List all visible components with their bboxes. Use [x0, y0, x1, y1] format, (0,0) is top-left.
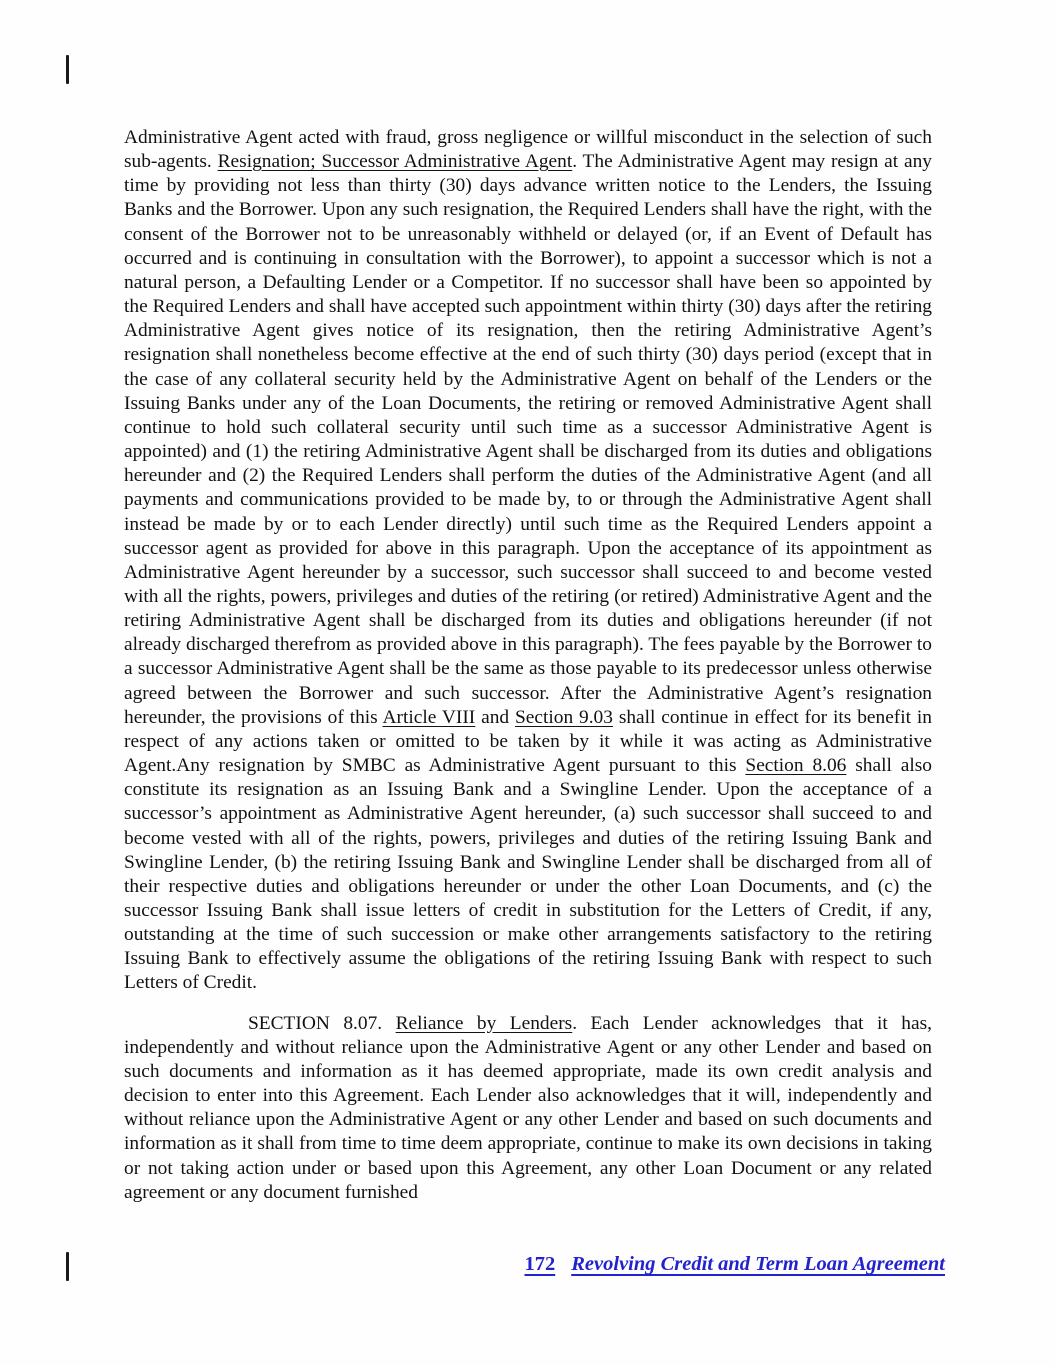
underlined-text-run: Resignation; Successor Administrative Agent [217, 151, 573, 173]
change-bar-bottom-icon [66, 1252, 69, 1281]
paragraph-section-8-07-reliance-by-lenders [124, 1012, 932, 1205]
footer-page-number: 172 [524, 1253, 556, 1275]
underlined-text-run: Article VIII [382, 706, 476, 728]
underlined-text-run: Reliance by Lenders [395, 1012, 573, 1034]
document-body [124, 126, 932, 1205]
text-run: shall also constitute its resignation as an Issuing Bank and a Swingline Lender. Upon the acceptance of a successor’s appointment as Administrative Agent hereunder, (a) such successor shall succeed to and become vested with all of the rights, powers, privileges and duties of the retiring Issuing Bank and Swingline Lender, (b) the retiring Issuing Bank and Swingline Lender shall be discharged from all of their respective duties and obligations hereunder or under the other Loan Documents, and (c) the successor Issuing Bank shall issue letters of credit in substitution for the Letters of Credit, if any, outstanding at the time of such succession or make other arrangements satisfactory to the retiring Issuing Bank to effectively assume the obligations of the retiring Issuing Bank with respect to such Letters of Credit. [124, 755, 932, 994]
footer-doc-title: Revolving Credit and Term Loan Agreement [571, 1253, 945, 1275]
text-run: Administrative Agent acted with fraud, gross negligence or willful misconduct in the selection of such sub-agents. [124, 127, 932, 173]
text-run: shall continue in effect for its benefit in respect of any actions taken or omitted to be taken by it while it was acting as Administrative Agent.Any resignation by SMBC as Administrative Agent pursuant to this [124, 706, 932, 777]
text-run: and [475, 706, 515, 728]
text-run: SECTION 8.07. [248, 1012, 396, 1034]
underlined-text-run: Section 9.03 [514, 706, 613, 728]
underlined-text-run: Section 8.06 [745, 755, 847, 777]
text-run: . Each Lender acknowledges that it has, independently and without reliance upon the Administrative Agent or any other Lender and based on such documents and information as it has deemed appropriate, made its own credit analysis and decision to enter into this Agreement. Each Lender also acknowledges that it will, independently and without reliance upon the Administrative Agent or any other Lender and based on such documents and information as it shall from time to time deem appropriate, continue to make its own decisions in taking or not taking action under or based upon this Agreement, any other Loan Document or any related agreement or any document furnished [124, 1012, 932, 1203]
change-bar-top-icon [66, 55, 69, 84]
paragraph-resignation-successor-administrative-agent [124, 126, 932, 996]
page-footer [525, 1253, 946, 1276]
text-run: . The Administrative Agent may resign at any time by providing not less than thirty (30) days advance written notice to the Lenders, the Issuing Banks and the Borrower. Upon any such resignation, the Required Lenders shall have the right, with the consent of the Borrower not to be unreasonably withheld or delayed (or, if an Event of Default has occurred and is continuing in consultation with the Borrower), to appoint a successor which is not a natural person, a Defaulting Lender or a Competitor. If no successor shall have been so appointed by the Required Lenders and shall have accepted such appointment within thirty (30) days after the retiring Administrative Agent gives notice of its resignation, then the retiring Administrative Agent’s resignation shall nonetheless become effective at the end of such thirty (30) days period (except that in the case of any collateral security held by the Administrative Agent on behalf of the Lenders or the Issuing Banks under any of the Loan Documents, the retiring or removed Administrative Agent shall continue to hold such collateral security until such time as a successor Administrative Agent is appointed) and (1) the retiring Administrative Agent shall be discharged from its duties and obligations hereunder and (2) the Required Lenders shall perform the duties of the Administrative Agent (and all payments and communications provided to be made by, to or through the Administrative Agent shall instead be made by or to each Lender directly) until such time as the Required Lenders appoint a successor agent as provided for above in this paragraph. Upon the acceptance of its appointment as Administrative Agent hereunder by a successor, such successor shall succeed to and become vested with all the rights, powers, privileges and duties of the retiring (or retired) Administrative Agent and the retiring Administrative Agent shall be discharged from its duties and obligations hereunder (if not already discharged therefrom as provided above in this paragraph). The fees payable by the Borrower to a successor Administrative Agent shall be the same as those payable to its predecessor unless otherwise agreed between the Borrower and such successor. After the Administrative Agent’s resignation hereunder, the provisions of this [124, 151, 932, 728]
